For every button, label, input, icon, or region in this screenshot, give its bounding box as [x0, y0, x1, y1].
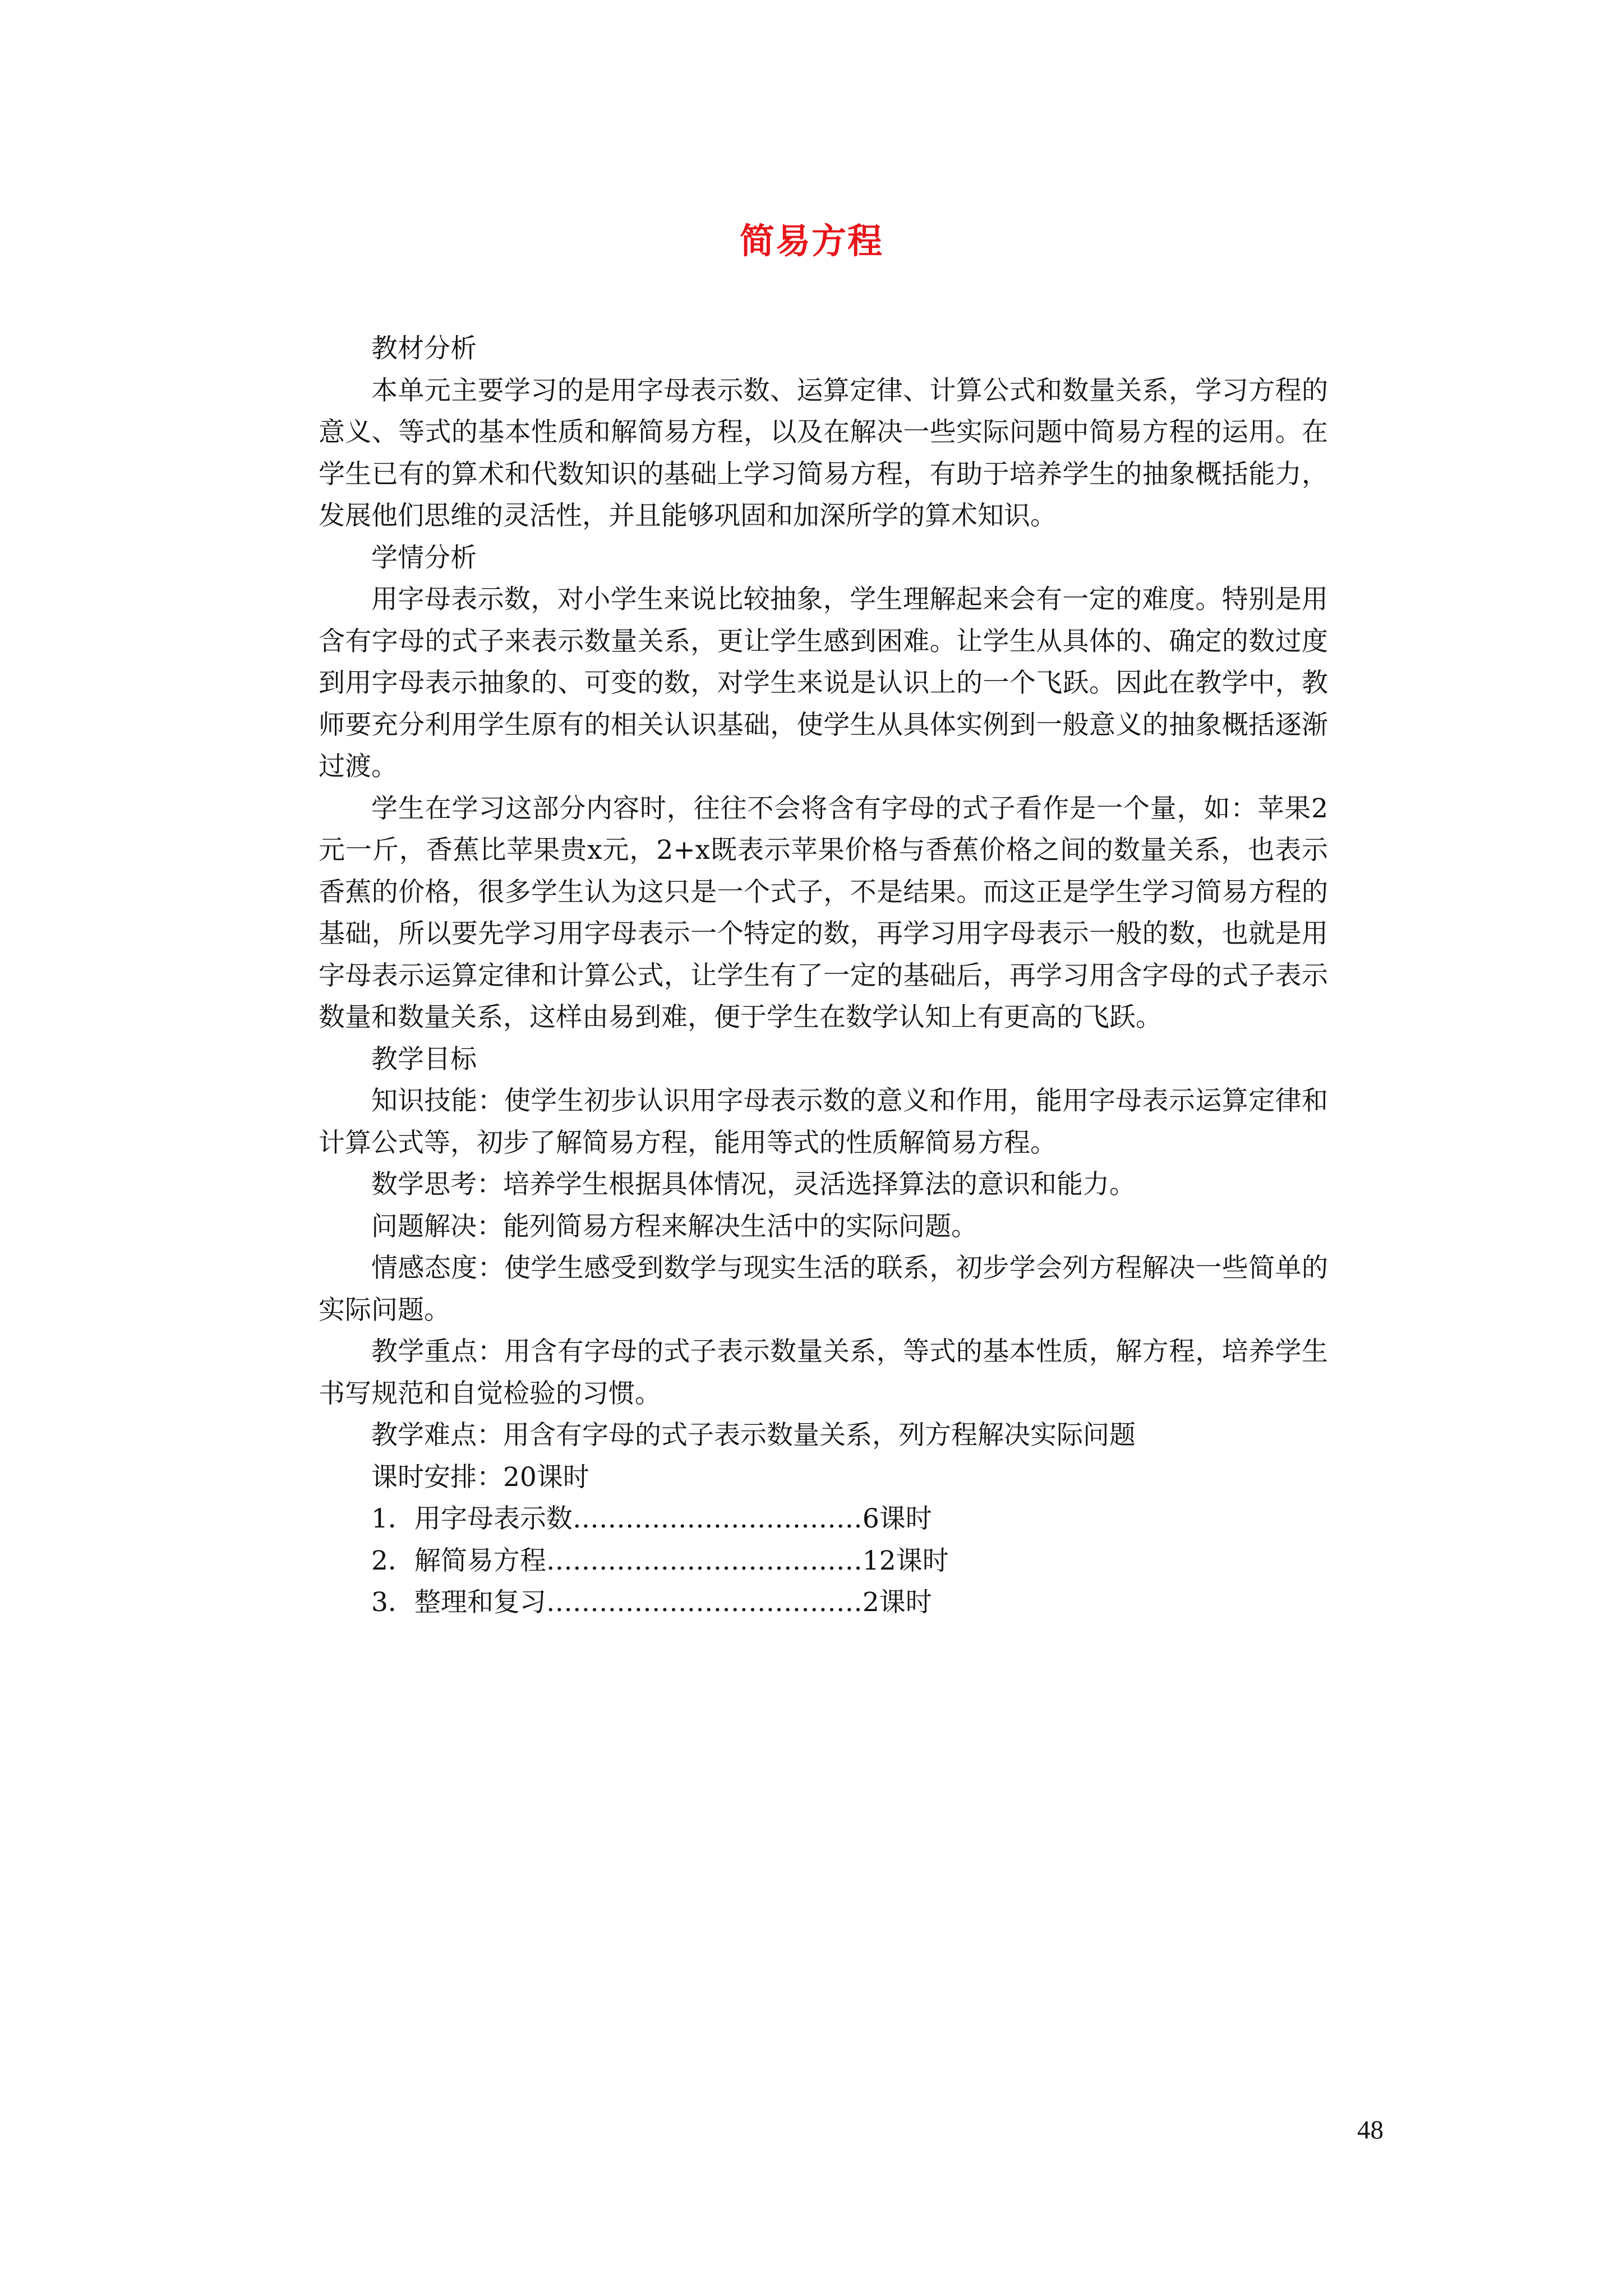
section-heading-teaching-goals: 教学目标 [371, 1043, 477, 1075]
paragraph-teaching-focus: 教学重点：用含有字母的式子表示数量关系，等式的基本性质，解方程，培养学生书写规范和自觉检验的习惯。 [319, 1336, 1328, 1409]
paragraph-student-analysis-2: 学生在学习这部分内容时，往往不会将含有字母的式子看作是一个量，如：苹果2元一斤，香蕉比苹果贵x元，2+x既表示苹果价格与香蕉价格之间的数量关系，也表示香蕉的价格，很多学生认为这只是一个式子，不是结果。而这正是学生学习简易方程的基础，所以要先学习用字母表示一个特定的数，再学习用字母表示一般的数，也就是用字母表示运算定律和计算公式，让学生有了一定的基础后，再学习用含字母的式子表示数量和数量关系，这样由易到难，便于学生在数学认知上有更高的飞跃。 [319, 793, 1328, 1033]
page-title: 简易方程 [739, 220, 883, 261]
paragraph-problem-solving: 问题解决：能列简易方程来解决生活中的实际问题。 [371, 1211, 978, 1242]
schedule-item: 2．解简易方程………………………………12课时 [371, 1545, 949, 1576]
section-heading-student-analysis: 学情分析 [371, 542, 477, 573]
paragraph-schedule-total: 课时安排：20课时 [371, 1461, 589, 1493]
paragraph-emotional-attitude: 情感态度：使学生感受到数学与现实生活的联系，初步学会列方程解决一些简单的实际问题。 [319, 1253, 1328, 1326]
schedule-item: 3．整理和复习………………………………2课时 [371, 1587, 932, 1618]
document-body [319, 328, 1328, 1624]
paragraph-math-thinking: 数学思考：培养学生根据具体情况，灵活选择算法的意识和能力。 [371, 1169, 1136, 1200]
paragraph-teaching-difficulty: 教学难点：用含有字母的式子表示数量关系，列方程解决实际问题 [371, 1420, 1136, 1451]
paragraph-textbook-analysis: 本单元主要学习的是用字母表示数、运算定律、计算公式和数量关系，学习方程的意义、等式的基本性质和解简易方程，以及在解决一些实际问题中简易方程的运用。在学生已有的算术和代数知识的基础上学习简易方程，有助于培养学生的抽象概括能力，发展他们思维的灵活性，并且能够巩固和加深所学的算术知识。 [319, 375, 1328, 531]
paragraph-knowledge-skills: 知识技能：使学生初步认识用字母表示数的意义和作用，能用字母表示运算定律和计算公式等，初步了解简易方程，能用等式的性质解简易方程。 [319, 1085, 1328, 1158]
schedule-item: 1．用字母表示数……………………………6课时 [371, 1503, 932, 1534]
section-heading-textbook-analysis: 教材分析 [371, 333, 477, 364]
paragraph-student-analysis-1: 用字母表示数，对小学生来说比较抽象，学生理解起来会有一定的难度。特别是用含有字母的式子来表示数量关系，更让学生感到困难。让学生从具体的、确定的数过度到用字母表示抽象的、可变的数，对学生来说是认识上的一个飞跃。因此在教学中，教师要充分利用学生原有的相关认识基础，使学生从具体实例到一般意义的抽象概括逐渐过渡。 [319, 584, 1328, 782]
page-number: 48 [1357, 2115, 1384, 2145]
